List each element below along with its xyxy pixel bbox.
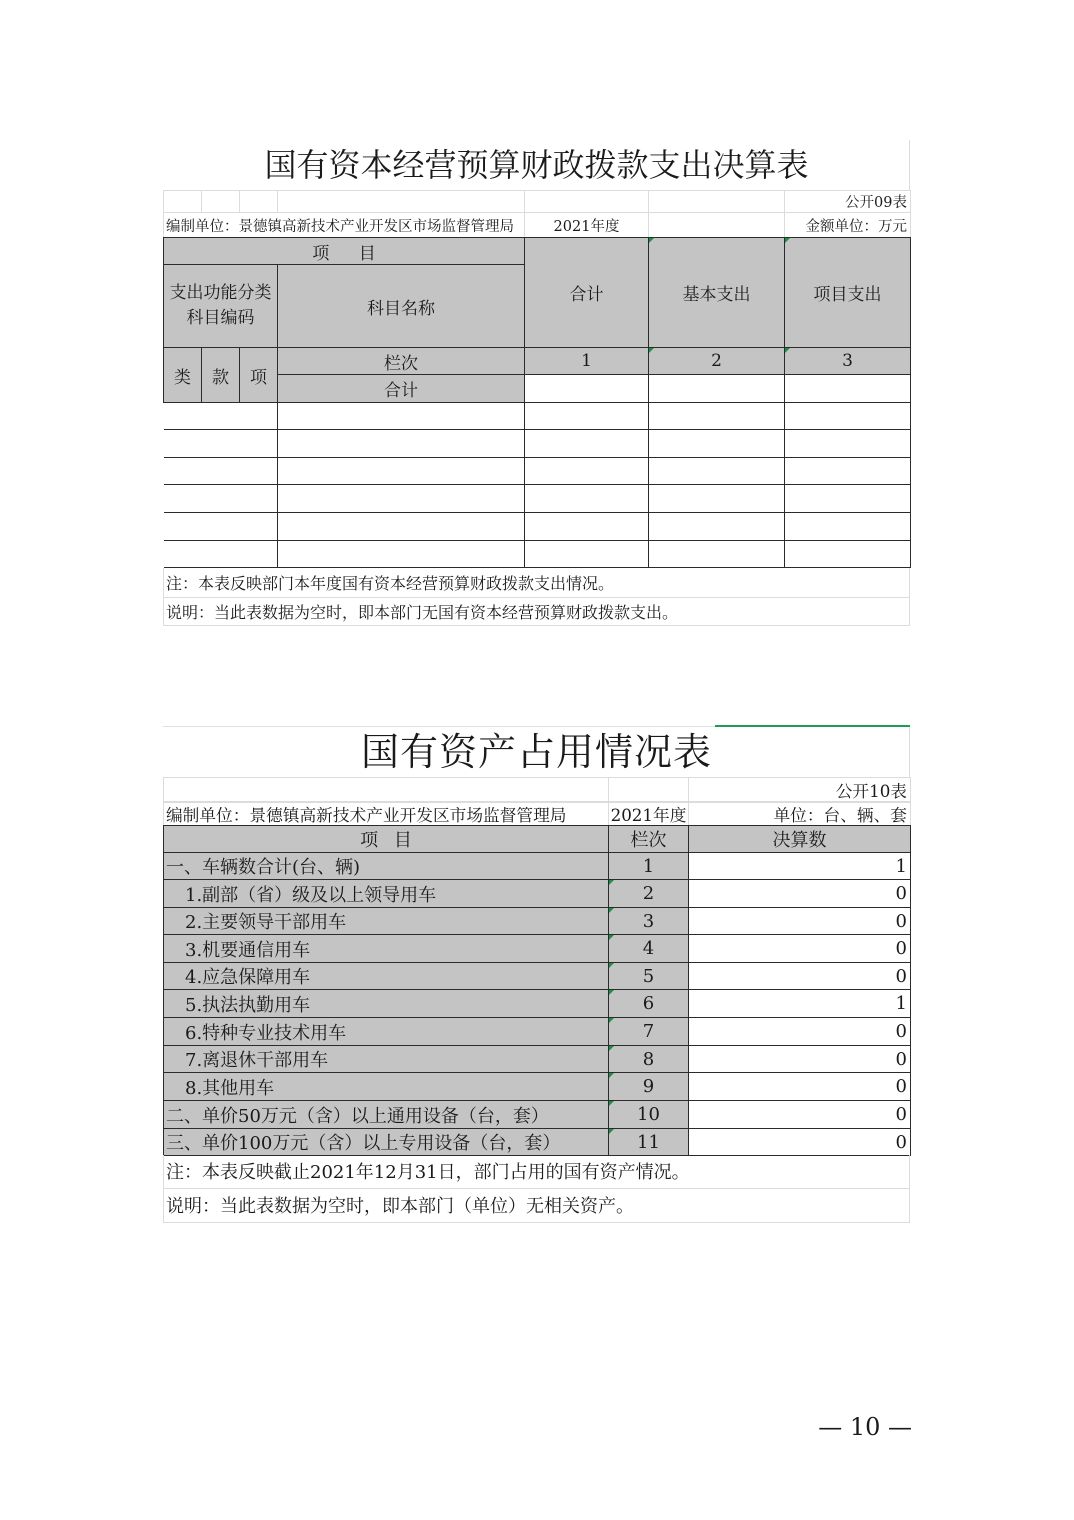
empty-cell [164,403,278,430]
row-item: 5.执法执勤用车 [164,990,609,1018]
table-row [164,485,911,513]
empty-cell [525,403,649,430]
capital-explanation: 说明：当此表数据为空时，即本部门无国有资本经营预算财政拨款支出。 [164,597,910,625]
row-number: 2 [609,880,689,908]
sum-row-label: 合计 [278,375,525,403]
header-column-no: 栏次 [609,826,689,853]
page-number: — 10 — [818,1413,912,1441]
capital-table-title: 国有资本经营预算财政拨款支出决算表 [264,146,809,184]
row-value: 0 [689,1046,911,1073]
empty-cell [609,778,689,803]
row-value: 0 [689,908,911,935]
row-item: 二、单价50万元（含）以上通用设备（台，套） [164,1101,609,1129]
row-item: 1.副部（省）级及以上领导用车 [164,880,609,908]
table-row [164,1073,911,1101]
row-value: 1 [689,853,911,880]
table-row [164,880,911,908]
header-final-value: 决算数 [689,826,911,853]
assets-measure-unit: 单位：台、辆、套 [689,802,911,827]
row-item: 3.机要通信用车 [164,935,609,963]
empty-cell [278,403,525,430]
row-value: 0 [689,1073,911,1101]
capital-form-number: 公开09表 [785,191,911,213]
header-entry: 项 [240,348,278,403]
empty-cell [785,485,911,513]
empty-cell [164,513,278,541]
table-row [164,403,911,430]
column-number-3: 3 [785,348,911,375]
row-value: 0 [689,1101,911,1129]
empty-cell [649,541,785,568]
row-value: 0 [689,1129,911,1156]
header-column-no: 栏次 [278,348,525,375]
assets-note: 注：本表反映截止2021年12月31日，部门占用的国有资产情况。 [164,1155,910,1188]
row-number: 4 [609,935,689,963]
header-item: 项 目 [164,826,609,853]
empty-cell [525,513,649,541]
row-number: 11 [609,1129,689,1156]
empty-cell [785,541,911,568]
table-row [164,1018,911,1046]
empty-cell [278,513,525,541]
empty-cell [278,458,525,485]
capital-info-row [163,212,911,238]
empty-cell [785,403,911,430]
empty-cell [785,430,911,458]
assets-explanation: 说明：当此表数据为空时，即本部门（单位）无相关资产。 [164,1188,910,1222]
row-value: 1 [689,990,911,1018]
table-row [164,458,911,485]
capital-note: 注：本表反映部门本年度国有资本经营预算财政拨款支出情况。 [164,568,910,597]
assets-year: 2021年度 [609,802,689,827]
row-item: 三、单价100万元（含）以上专用设备（台，套） [164,1129,609,1156]
row-number: 6 [609,990,689,1018]
header-total: 合计 [525,238,649,348]
header-section: 款 [202,348,240,403]
capital-year: 2021年度 [525,213,649,238]
empty-cell [525,191,649,213]
header-function-code: 支出功能分类科目编码 [164,265,278,348]
empty-cell [278,191,525,213]
empty-cell [785,458,911,485]
empty-cell [278,541,525,568]
state-assets-table [163,825,911,1156]
empty-cell [278,485,525,513]
header-project-expenditure: 项目支出 [785,238,911,348]
capital-expenditure-table [163,237,911,568]
empty-cell [525,430,649,458]
empty-cell [525,485,649,513]
table-row [164,1046,911,1073]
capital-amount-unit: 金额单位：万元 [785,213,911,238]
assets-form-number-row [163,777,911,803]
empty-cell [649,375,785,403]
table-row [164,990,911,1018]
empty-cell [525,541,649,568]
row-value: 0 [689,963,911,990]
row-number: 8 [609,1046,689,1073]
table-row [164,541,911,568]
row-item: 6.特种专业技术用车 [164,1018,609,1046]
empty-cell [649,403,785,430]
row-number: 9 [609,1073,689,1101]
assets-form-number: 公开10表 [689,778,911,803]
row-value: 0 [689,1018,911,1046]
empty-cell [164,485,278,513]
table-row [164,1101,911,1129]
assets-notes [163,1155,910,1223]
row-item: 2.主要领导干部用车 [164,908,609,935]
row-value: 0 [689,880,911,908]
table-row [164,1129,911,1156]
row-item: 8.其他用车 [164,1073,609,1101]
empty-cell [278,430,525,458]
row-number: 1 [609,853,689,880]
empty-cell [164,541,278,568]
empty-cell [649,458,785,485]
table-row [164,908,911,935]
table-row [164,513,911,541]
assets-table-title: 国有资产占用情况表 [360,730,712,774]
header-item: 项 目 [164,238,525,265]
row-value: 0 [689,935,911,963]
header-subject-name: 科目名称 [278,265,525,348]
row-item: 7.离退休干部用车 [164,1046,609,1073]
header-basic-expenditure: 基本支出 [649,238,785,348]
empty-cell [164,191,202,213]
empty-cell [164,430,278,458]
row-number: 7 [609,1018,689,1046]
column-number-1: 1 [525,348,649,375]
empty-cell [649,485,785,513]
empty-cell [649,213,785,238]
empty-cell [164,458,278,485]
empty-cell [649,191,785,213]
table-row [164,853,911,880]
empty-cell [240,191,278,213]
empty-cell [525,375,649,403]
empty-cell [649,430,785,458]
empty-cell [202,191,240,213]
empty-cell [785,375,911,403]
empty-cell [785,513,911,541]
row-number: 5 [609,963,689,990]
row-item: 一、车辆数合计(台、辆) [164,853,609,880]
empty-cell [649,513,785,541]
row-item: 4.应急保障用车 [164,963,609,990]
table-row [164,935,911,963]
empty-cell [164,778,609,803]
row-number: 3 [609,908,689,935]
empty-cell [525,458,649,485]
capital-compiling-unit: 编制单位：景德镇高新技术产业开发区市场监督管理局 [164,213,525,238]
row-number: 10 [609,1101,689,1129]
capital-notes [163,568,910,626]
capital-form-number-row [163,190,911,213]
column-number-2: 2 [649,348,785,375]
assets-info-row [163,801,911,827]
assets-compiling-unit: 编制单位：景德镇高新技术产业开发区市场监督管理局 [164,802,609,827]
table-row [164,430,911,458]
table-row [164,963,911,990]
header-class: 类 [164,348,202,403]
